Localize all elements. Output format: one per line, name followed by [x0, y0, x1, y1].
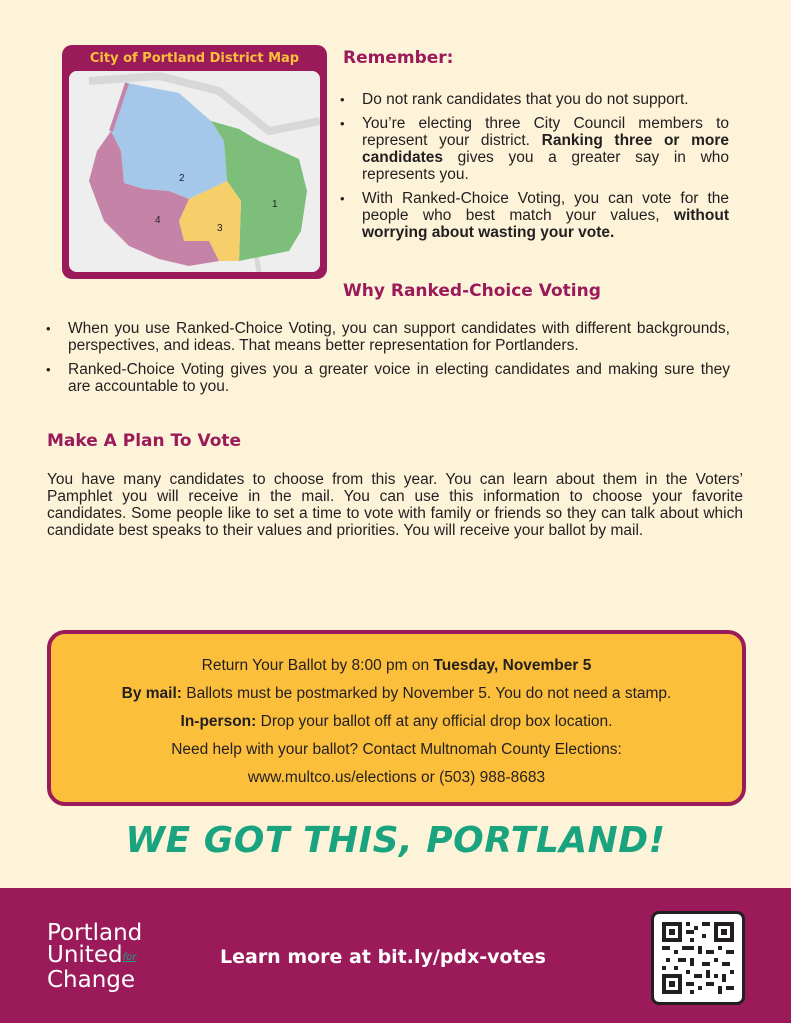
remember-list — [364, 91, 729, 248]
qr-code-icon — [662, 922, 734, 994]
why-heading: Why Ranked-Choice Voting — [343, 281, 601, 301]
district-label-3: 3 — [217, 223, 223, 234]
district-label-4: 4 — [155, 215, 161, 226]
map-title: City of Portland District Map — [89, 51, 300, 66]
plan-paragraph: You have many candidates to choose from this year. You can learn about them in the Voters’ Pamphlet you will receive in the mail. You can use this information to choose your favorite candidates. Some people like to set a time to vote with family or friends so they can talk about which candidate best speaks to their values and priorities. You will receive your ballot by mail. — [47, 471, 743, 539]
contact-line[interactable]: www.multco.us/elections or (503) 988-8683 — [247, 769, 546, 786]
district-label-1: 1 — [272, 199, 278, 210]
district-map-card — [62, 45, 327, 279]
ballot-info-box — [47, 630, 746, 806]
learn-more-link[interactable]: Learn more at bit.ly/pdx-votes — [220, 946, 546, 968]
plan-heading: Make A Plan To Vote — [47, 431, 242, 451]
deadline-line: Return Your Ballot by 8:00 pm on Tuesday, November 5 — [201, 657, 592, 674]
list-item: • When you use Ranked-Choice Voting, you can support candidates with different backgrounds, perspectives, and ideas. That means better representation for Portlanders. — [46, 320, 730, 354]
slogan: WE GOT THIS, PORTLAND! — [125, 820, 666, 861]
list-item: • Ranked-Choice Voting gives you a greater voice in electing candidates and making sure they are accountable to you. — [46, 361, 730, 395]
list-item: • Do not rank candidates that you do not support. — [340, 91, 729, 108]
help-line: Need help with your ballot? Contact Multnomah County Elections: — [171, 741, 622, 758]
list-item: • You’re electing three City Council members to represent your district. Ranking three or more candidates gives you a greater say in who represents you. — [340, 115, 729, 183]
in-person-line: In-person: Drop your ballot off at any official drop box location. — [180, 713, 613, 730]
district-map — [69, 71, 320, 272]
district-label-2: 2 — [179, 173, 185, 184]
footer — [0, 888, 791, 1023]
by-mail-line: By mail: Ballots must be postmarked by November 5. You do not need a stamp. — [121, 685, 672, 702]
list-item: • With Ranked-Choice Voting, you can vote for the people who best match your values, without worrying about wasting your vote. — [340, 190, 729, 241]
portland-united-logo: Portland Unitedfor Change — [47, 920, 143, 993]
why-list — [70, 320, 730, 402]
remember-heading: Remember: — [343, 48, 454, 68]
qr-code[interactable] — [651, 911, 745, 1005]
